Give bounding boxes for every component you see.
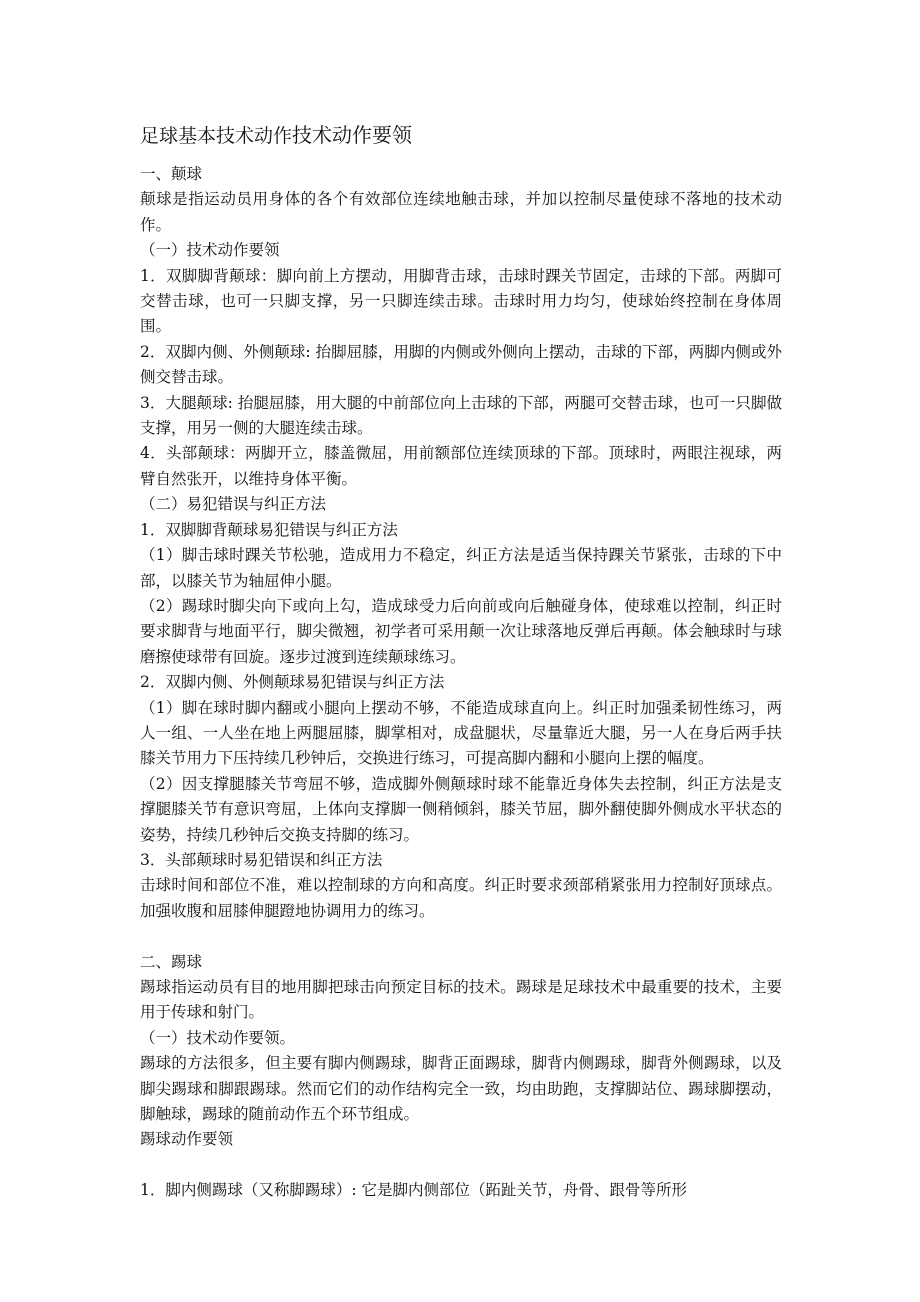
document-title <box>140 118 782 152</box>
title-part1: 足球基本技术动作 <box>140 125 293 147</box>
error3-heading: 3．头部颠球时易犯错误和纠正方法 <box>140 850 383 869</box>
error1-item-1: （1）脚击球时踝关节松驰，造成用力不稳定，纠正方法是适当保持踝关节紧张，击球的下中部，以膝关节为轴屈伸小腿。 <box>140 546 782 590</box>
section1-sub2-heading: （二）易犯错误与纠正方法 <box>140 495 327 514</box>
blank-line <box>140 1153 782 1178</box>
section1-item-2: 2．双脚内侧、外侧颠球: 抬脚屈膝，用脚的内侧或外侧向上摆动，击球的下部，两脚内侧或外侧交替击球。 <box>140 342 782 387</box>
section1-item-4: 4．头部颠球：两脚开立，膝盖微屈，用前额部位连续顶球的下部。顶球时，两眼注视球，两臂自然张开，以维持身体平衡。 <box>140 444 782 488</box>
title-part2: 技术动作要领 <box>292 123 413 147</box>
section2-item-1: 1．脚内侧踢球（又称脚踢球）: 它是脚内侧部位（跖趾关节，舟骨、跟骨等所形 <box>140 1181 688 1200</box>
section1-sub1-heading: （一）技术动作要领 <box>140 241 280 260</box>
spacer <box>140 152 782 162</box>
blank-line <box>140 924 782 949</box>
section2-subtitle: 踢球动作要领 <box>140 1130 234 1149</box>
section2-paragraph: 踢球的方法很多，但主要有脚内侧踢球，脚背正面踢球，脚背内侧踢球，脚背外侧踢球，以及脚尖踢球和脚跟踢球。然而它们的动作结构完全一致，均由助跑，支撑脚站位、踢球脚摆动，脚触球，踢球的随前动作五个环节组成。 <box>140 1054 782 1124</box>
error3-text: 击球时间和部位不准，难以控制球的方向和高度。纠正时要求颈部稍紧张用力控制好顶球点。加强收腹和屈膝伸腿蹬地协调用力的练习。 <box>140 876 782 920</box>
error1-heading: 1．双脚脚背颠球易犯错误与纠正方法 <box>140 520 398 539</box>
error2-heading: 2．双脚内侧、外侧颠球易犯错误与纠正方法 <box>140 673 445 692</box>
error1-item-2: （2）踢球时脚尖向下或向上勾，造成球受力后向前或向后触碰身体，使球难以控制，纠正时要求脚背与地面平行，脚尖微翘，初学者可采用颠一次让球落地反弹后再颠。体会触球时与球磨擦使球带有回旋。逐步过渡到连续颠球练习。 <box>140 596 782 666</box>
section2-heading: 二、踢球 <box>140 952 203 971</box>
section1-item-3: 3．大腿颠球: 抬腿屈膝，用大腿的中前部位向上击球的下部，两腿可交替击球，也可一只脚做支撑，用另一侧的大腿连续击球。 <box>140 393 782 438</box>
section2-sub1-heading: （一）技术动作要领。 <box>140 1028 296 1047</box>
document-page <box>140 118 782 1204</box>
error2-item-1: （1）脚在球时脚内翻或小腿向上摆动不够，不能造成球直向上。纠正时加强柔韧性练习，两人一组、一人坐在地上两腿屈膝，脚掌相对，成盘腿状，尽量靠近大腿，另一人在身后两手扶膝关节用力下压持续几秒钟后，交换进行练习，可提高脚内翻和小腿向上摆的幅度。 <box>140 698 782 768</box>
section1-item-1: 1．双脚脚背颠球：脚向前上方摆动，用脚背击球，击球时踝关节固定，击球的下部。两脚可交替击球，也可一只脚支撑，另一只脚连续击球。击球时用力均匀，使球始终控制在身体周围。 <box>140 266 782 336</box>
section1-intro: 颠球是指运动员用身体的各个有效部位连续地触击球，并加以控制尽量使球不落地的技术动作。 <box>140 190 782 234</box>
section1-heading: 一、颠球 <box>140 165 203 183</box>
error2-item-2: （2）因支撑腿膝关节弯屈不够，造成脚外侧颠球时球不能靠近身体失去控制，纠正方法是支撑腿膝关节有意识弯屈，上体向支撑脚一侧稍倾斜，膝关节屈，脚外翻使脚外侧成水平状态的姿势，持续几秒钟后交换支持脚的练习。 <box>140 774 782 844</box>
section2-intro: 踢球指运动员有目的地用脚把球击向预定目标的技术。踢球是足球技术中最重要的技术，主要用于传球和射门。 <box>140 977 782 1022</box>
